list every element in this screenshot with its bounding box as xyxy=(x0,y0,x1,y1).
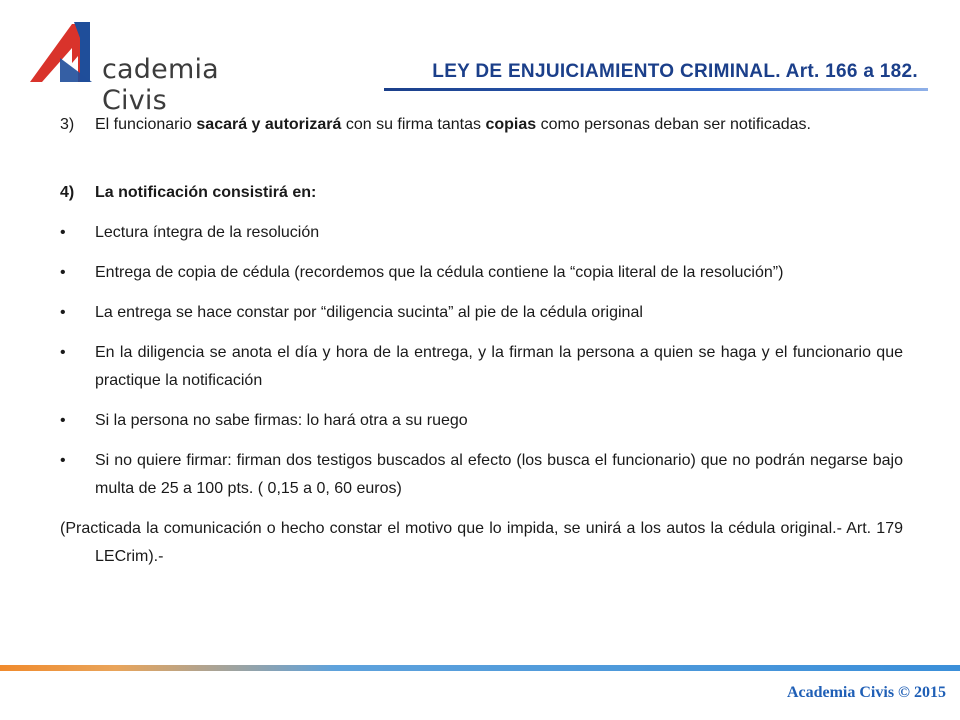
bullet-item xyxy=(60,407,903,435)
bullet-icon: • xyxy=(60,304,66,321)
bullet-icon: • xyxy=(60,452,66,469)
point-3-bold-1: sacará y autorizará xyxy=(196,116,342,133)
point-3-bold-2: copias xyxy=(485,116,537,133)
bullet-text: La entrega se hace constar por “diligencia sucinta” al pie de la cédula original xyxy=(95,304,643,321)
academia-civis-logo xyxy=(20,18,260,116)
bullet-item xyxy=(60,219,903,247)
point-4-number: 4) xyxy=(60,184,75,201)
bullet-item xyxy=(60,259,903,287)
title-underline xyxy=(384,88,928,91)
bullet-text: En la diligencia se anota el día y hora de la entrega, y la firman la persona a quien se haga y el funcionario que practique la notificación xyxy=(95,344,903,389)
slide-body xyxy=(60,111,903,571)
point-3 xyxy=(60,111,903,139)
closing-note: (Practicada la comunicación o hecho constar el motivo que lo impida, se unirá a los autos la cédula original.- Art. 179 LECrim).- xyxy=(60,520,903,565)
point-4-heading-text: La notificación consistirá en: xyxy=(95,184,317,201)
point-3-text-mid: con su firma tantas xyxy=(341,116,486,133)
bullet-item xyxy=(60,339,903,395)
bullet-text: Si no quiere firmar: firman dos testigos buscados al efecto (los busca el funcionario) que no podrán negarse bajo multa de 25 a 100 pts. ( 0,15 a 0, 60 euros) xyxy=(95,452,903,497)
bullet-icon: • xyxy=(60,224,66,241)
bullet-text: Lectura íntegra de la resolución xyxy=(95,224,320,241)
page-title: LEY DE ENJUICIAMIENTO CRIMINAL. Art. 166 a 182. xyxy=(432,61,918,82)
logo-text: cademia Civis xyxy=(102,54,219,116)
point-3-number: 3) xyxy=(60,116,75,133)
bullet-icon: • xyxy=(60,344,66,361)
footer-bar xyxy=(0,665,960,671)
bullet-item xyxy=(60,447,903,503)
footer-copyright: Academia Civis © 2015 xyxy=(786,684,946,701)
bullet-icon: • xyxy=(60,412,66,429)
bullet-item xyxy=(60,299,903,327)
bullet-text: Entrega de copia de cédula (recordemos que la cédula contiene la “copia literal de la resolución”) xyxy=(95,264,784,281)
bullet-icon: • xyxy=(60,264,66,281)
bullet-text: Si la persona no sabe firmas: lo hará otra a su ruego xyxy=(95,412,468,429)
point-3-text-pre: El funcionario xyxy=(95,116,197,133)
point-3-text-post: como personas deban ser notificadas. xyxy=(536,116,811,133)
logo-triangle-icon xyxy=(20,18,100,88)
point-4-heading xyxy=(60,179,903,207)
